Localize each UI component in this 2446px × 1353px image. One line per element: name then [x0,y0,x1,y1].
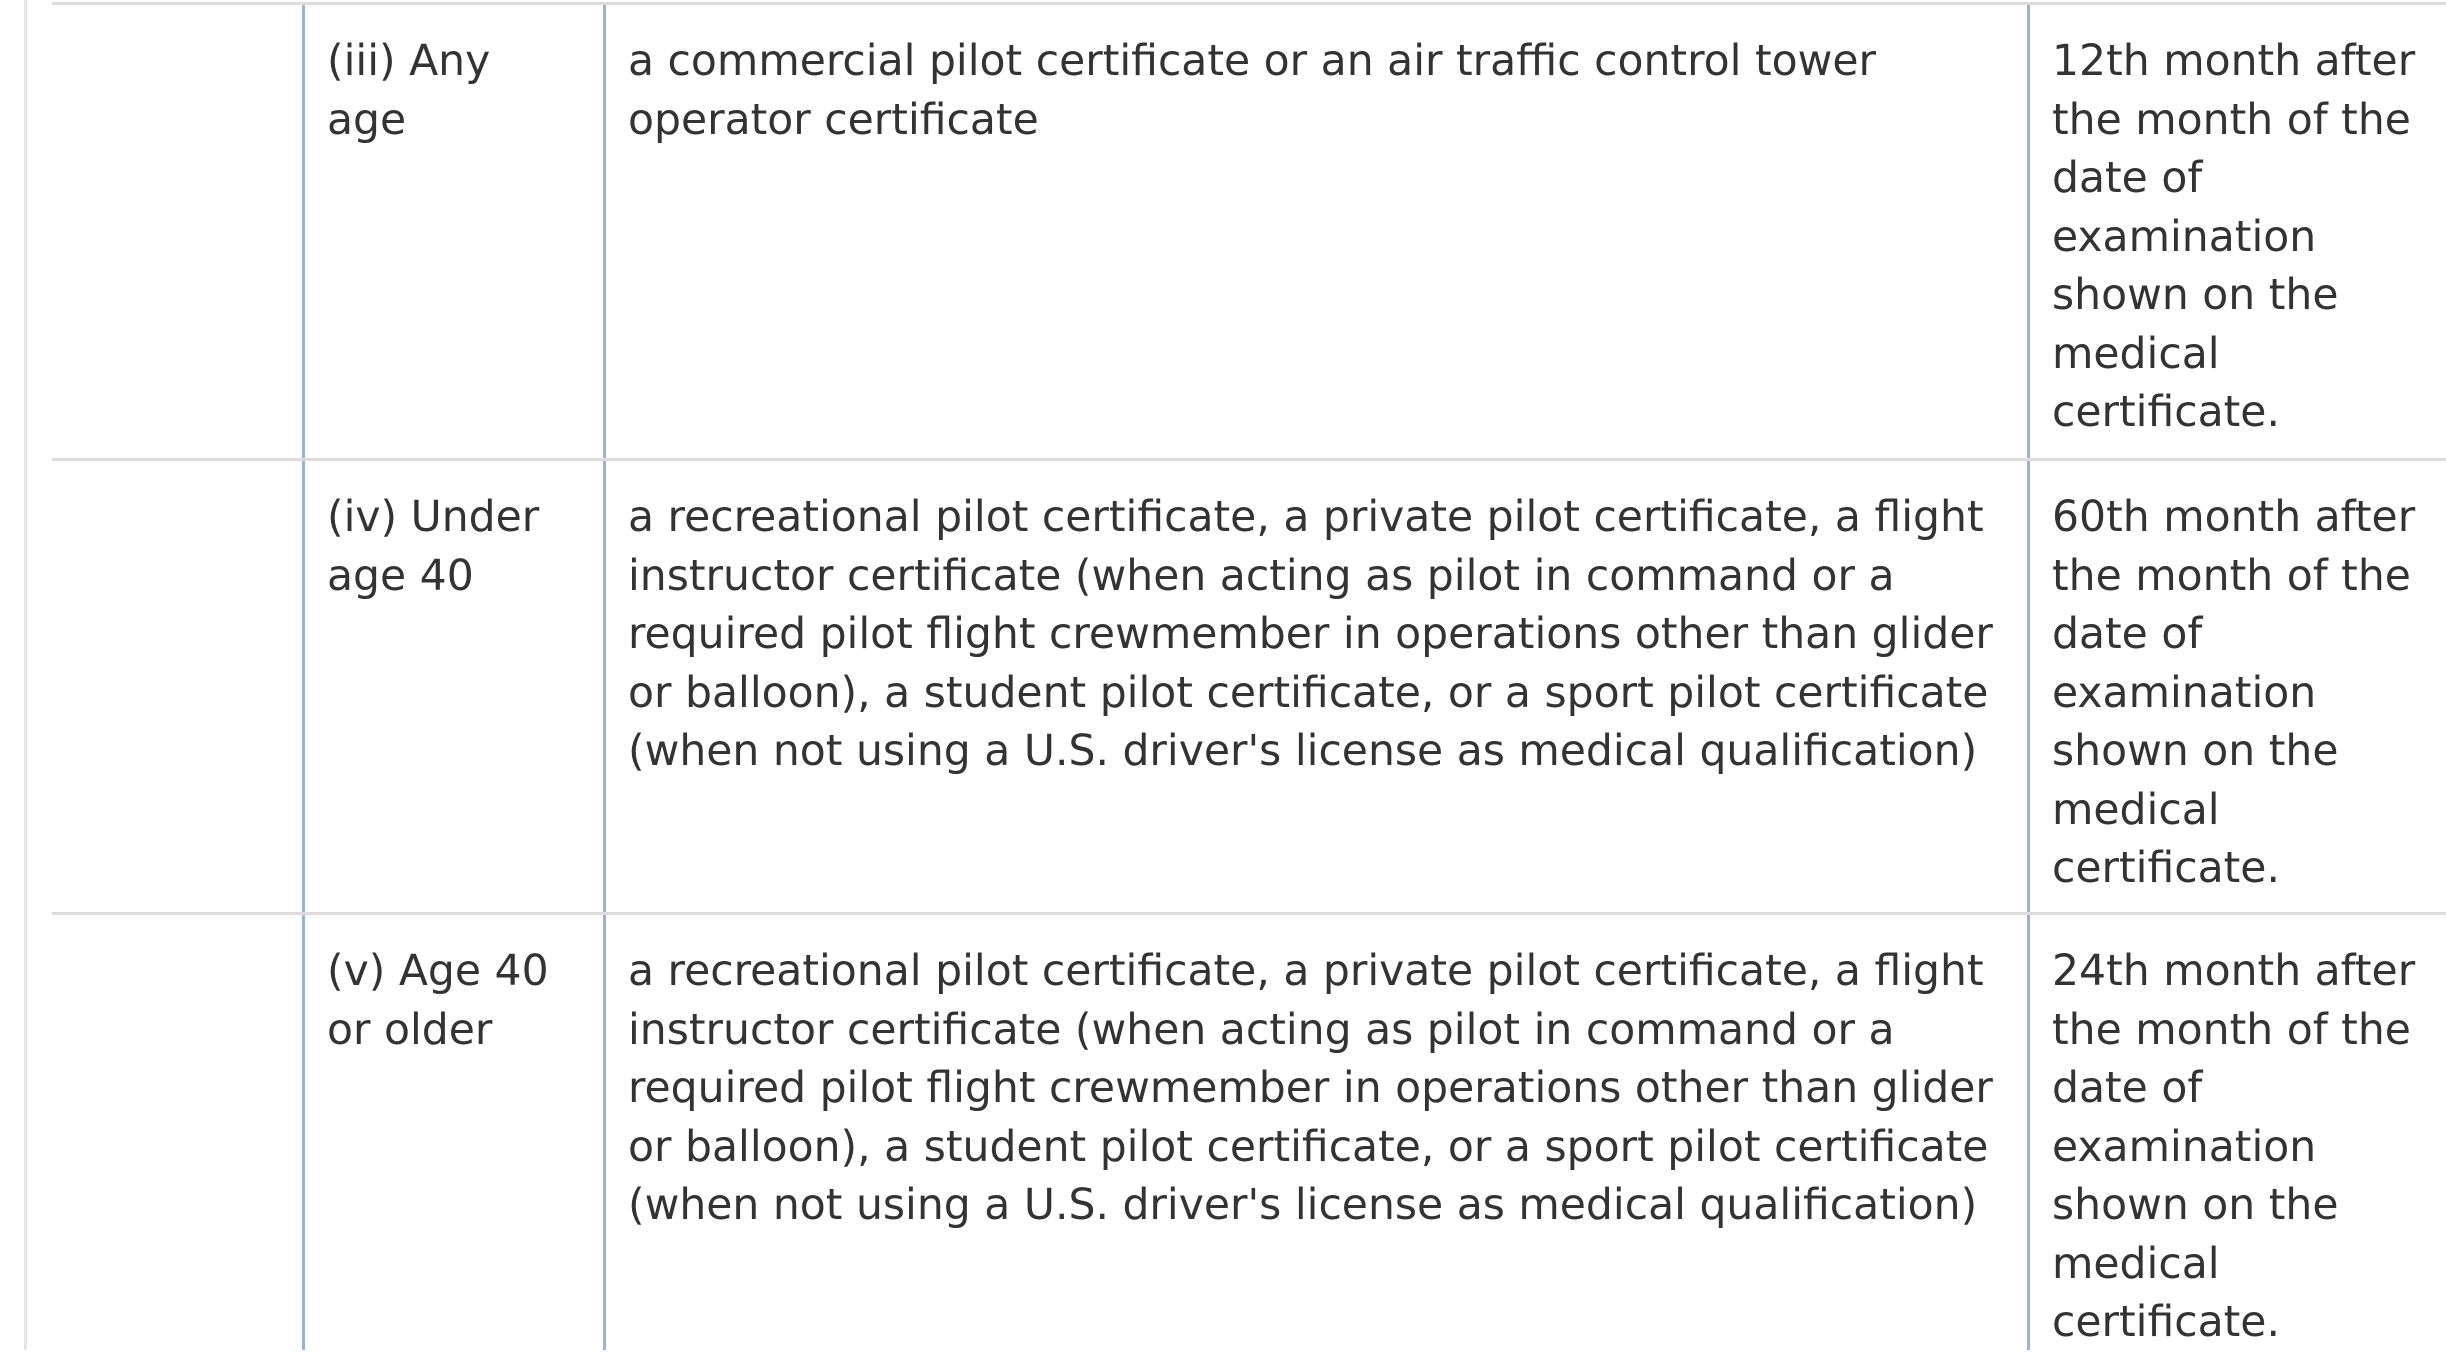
duration-cell: 12th month after the month of the date of examination shown on the medical certificate. [2027,5,2446,458]
certificate-cell: a commercial pilot certificate or an air traffic control tower operator certificate [603,5,2027,458]
table-row [52,912,2446,1350]
page-left-border [24,0,27,1350]
row-blank-cell [52,915,302,1350]
table-row [52,2,2446,458]
age-cell: (v) Age 40 or older [302,915,603,1350]
row-blank-cell [52,5,302,458]
age-cell: (iv) Under age 40 [302,461,603,912]
medical-certificate-duration-table [52,0,2446,1350]
row-blank-cell [52,461,302,912]
table-row [52,458,2446,912]
age-cell: (iii) Any age [302,5,603,458]
certificate-cell: a recreational pilot certificate, a private pilot certificate, a flight instructor certificate (when acting as pilot in command or a required pilot flight crewmember in operations other than glider or balloon), a student pilot certificate, or a sport pilot certificate (when not using a U.S. driver's license as medical qualification) [603,915,2027,1350]
certificate-cell: a recreational pilot certificate, a private pilot certificate, a flight instructor certificate (when acting as pilot in command or a required pilot flight crewmember in operations other than glider or balloon), a student pilot certificate, or a sport pilot certificate (when not using a U.S. driver's license as medical qualification) [603,461,2027,912]
duration-cell: 60th month after the month of the date of examination shown on the medical certificate. [2027,461,2446,912]
duration-cell: 24th month after the month of the date of examination shown on the medical certificate. [2027,915,2446,1350]
